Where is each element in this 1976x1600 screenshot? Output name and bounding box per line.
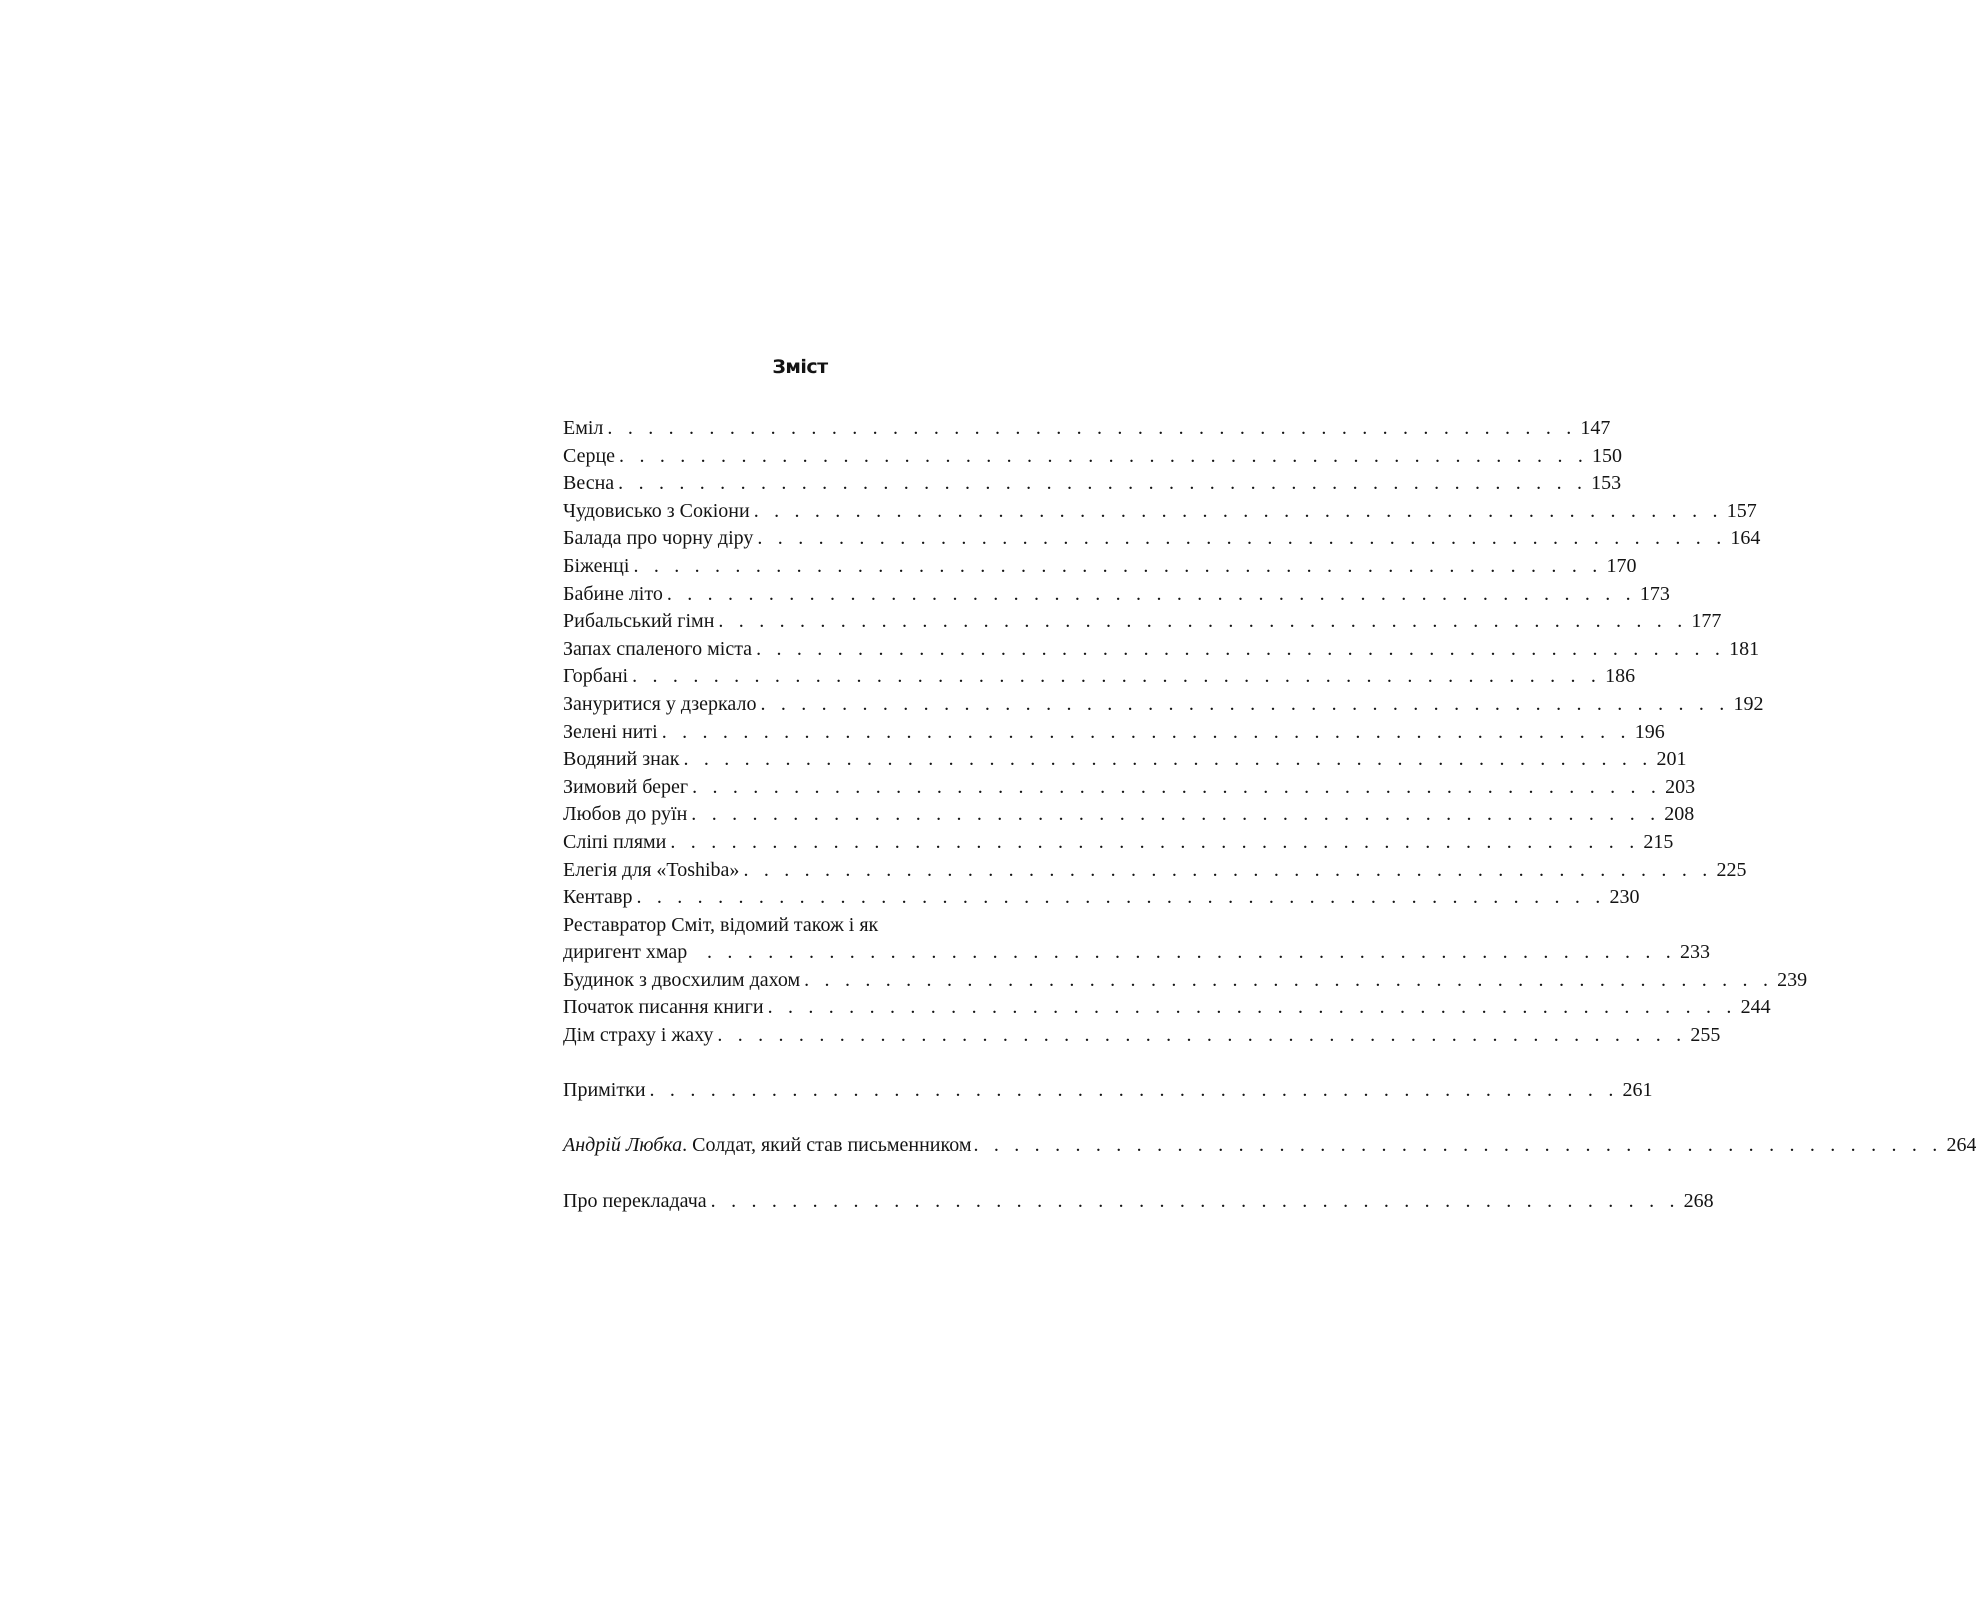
dot-leader [718,608,1687,636]
entry-title: Весна [563,472,615,495]
page-number: 255 [1690,1024,1721,1047]
dot-leader [618,470,1587,498]
entry-title: Серце [563,444,616,467]
toc-entry[interactable] [563,443,1623,471]
page-number: 192 [1733,692,1764,715]
page-number: 147 [1580,417,1611,439]
toc-entry[interactable] [563,581,1670,609]
entry-title: Рибальський гімн [563,610,715,633]
page-number: 177 [1691,610,1722,633]
toc-entry[interactable] [563,994,1771,1022]
entry-title: Запах спаленого міста [563,637,753,660]
page-number: 239 [1777,968,1808,991]
toc-entry[interactable] [563,525,1761,553]
entry-title: Андрій Любка. Солдат, який став письменником [563,1134,972,1157]
dot-leader [711,1188,1680,1216]
page-number: 201 [1656,748,1687,771]
page-number: 208 [1664,803,1695,826]
entry-title: Водяний знак [563,748,680,771]
dot-leader [650,1077,1619,1105]
dot-leader [756,636,1725,664]
page-number: 261 [1622,1079,1653,1102]
page-number: 225 [1716,858,1747,881]
entry-title: Початок писання книги [563,996,764,1019]
page-number: 157 [1726,499,1757,522]
toc-entry-translator[interactable] [563,1188,1714,1216]
toc-entry[interactable] [563,884,1640,912]
toc-entry[interactable] [563,470,1622,498]
dot-leader [692,774,1661,802]
dot-leader [632,663,1601,691]
toc-entry[interactable] [563,608,1722,636]
entry-title: Горбані [563,665,629,688]
entry-title: Реставратор Сміт, відомий також і як диригент хмар [563,913,879,964]
page-number: 244 [1740,996,1771,1019]
afterword-author: Андрій Любка [563,1134,683,1157]
dot-leader [743,857,1712,885]
dot-leader [667,581,1636,609]
dot-leader [636,884,1605,912]
entry-title: Зелені ниті [563,720,658,743]
page-number: 264 [1946,1134,1976,1157]
dot-leader [760,691,1729,719]
spacer [563,1050,1038,1078]
page-number: 215 [1643,830,1674,853]
dot-leader [683,746,1652,774]
toc-entry[interactable] [563,801,1695,829]
table-of-contents [563,415,1976,1215]
dot-leader [754,498,1723,526]
dot-leader [707,939,1676,967]
page-number: 233 [1680,941,1710,964]
toc-entry[interactable] [563,719,1665,747]
entry-title: Елегія для «Toshiba» [563,858,740,881]
toc-entry[interactable] [563,967,1808,995]
dot-leader [670,829,1639,857]
entry-title: Про перекладача [563,1189,707,1212]
dot-leader [633,553,1602,581]
entry-title: Дім страху і жаху [563,1024,714,1047]
entry-title: Еміл [563,417,604,439]
page-number: 196 [1634,720,1665,743]
page-number: 150 [1592,444,1623,467]
toc-entry[interactable] [563,498,1757,526]
spacer [563,1160,1038,1188]
toc-entry[interactable] [563,553,1637,581]
afterword-title: Солдат, який став письменником [692,1134,972,1157]
entry-title: Біженці [563,554,630,577]
page-number: 203 [1665,775,1696,798]
entry-title: Любов до руїн [563,803,688,826]
entry-title: Кентавр [563,886,633,909]
entry-title: Бабине літо [563,582,663,605]
entry-title: Балада про чорну діру [563,527,754,550]
toc-entry[interactable] [563,829,1674,857]
page-number: 230 [1609,886,1640,909]
toc-entry[interactable] [563,415,1611,443]
dot-leader [804,967,1773,995]
page-number: 164 [1730,527,1761,550]
dot-leader [662,719,1631,747]
spacer [563,1105,1038,1133]
toc-entry-afterword[interactable] [563,1132,1976,1160]
toc-entry[interactable] [563,857,1747,885]
dot-leader [973,1132,1942,1160]
dot-leader [607,415,1576,443]
toc-entry-notes[interactable] [563,1077,1653,1105]
page-number: 268 [1683,1189,1714,1212]
toc-entry[interactable] [563,1022,1721,1050]
toc-entry[interactable] [563,663,1636,691]
entry-title: Зимовий берег [563,775,689,798]
entry-continuation [703,939,1710,967]
entry-title: Будинок з двосхилим дахом [563,968,801,991]
toc-entry[interactable] [563,746,1687,774]
page-number: 186 [1605,665,1636,688]
toc-entry[interactable] [563,912,1710,967]
dot-leader [768,994,1737,1022]
entry-title: Чудовисько з Сокіони [563,499,750,522]
page-number: 181 [1729,637,1760,660]
page-number: 170 [1606,554,1637,577]
page-number: 173 [1639,582,1670,605]
toc-entry[interactable] [563,691,1764,719]
entry-title: Примітки [563,1079,646,1102]
toc-entry[interactable] [563,636,1760,664]
dot-leader [619,443,1588,471]
toc-entry[interactable] [563,774,1696,802]
dot-leader [691,801,1660,829]
dot-leader [717,1022,1686,1050]
dot-leader [757,525,1726,553]
entry-title: Сліпі плями [563,830,667,853]
entry-title: Зануритися у дзеркало [563,692,757,715]
page-title: Зміст [772,356,828,378]
page-number: 153 [1591,472,1622,495]
